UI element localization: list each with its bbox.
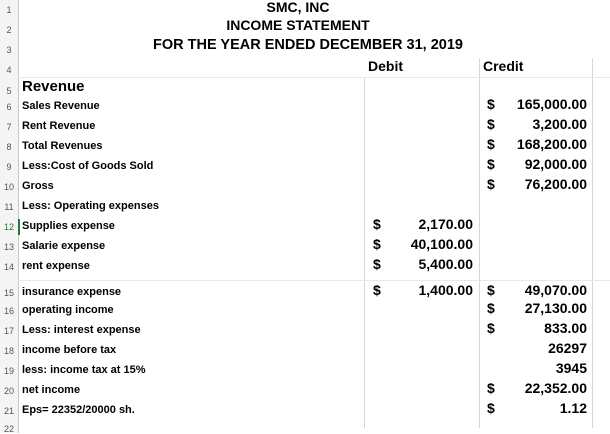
row-number[interactable]: 11 [4,202,14,212]
row-label-supplies-expense[interactable]: Supplies expense [22,220,115,232]
credit-column-header: Credit [483,58,524,74]
debit-currency-symbol: $ [373,282,381,298]
credit-amount[interactable]: 27,130.00 [524,300,587,316]
debit-column-left-border [364,78,365,428]
debit-column-header: Debit [368,58,403,74]
row-label-less-income-tax-at-15[interactable]: less: income tax at 15% [22,364,146,376]
row-number[interactable]: 12 [0,222,18,232]
row-label-eps-22352-20000-sh[interactable]: Eps= 22352/20000 sh. [22,404,135,416]
debit-amount[interactable]: 40,100.00 [410,236,473,252]
row-number[interactable]: 22 [3,424,14,434]
row-number[interactable]: 19 [3,366,14,376]
row-label-less-cost-of-goods-sold[interactable]: Less:Cost of Goods Sold [22,160,154,172]
row-label-salarie-expense[interactable]: Salarie expense [22,240,106,252]
credit-currency-symbol: $ [487,176,495,192]
credit-column-left-border [479,58,480,428]
credit-amount[interactable]: 22,352.00 [524,380,587,396]
credit-amount[interactable]: 3945 [555,360,587,376]
row-number[interactable]: 4 [6,65,12,75]
debit-currency-symbol: $ [373,216,381,232]
row-label-insurance-expense[interactable]: insurance expense [22,286,122,298]
credit-currency-symbol: $ [487,282,495,298]
credit-currency-symbol: $ [487,320,495,336]
row-label-net-income[interactable]: net income [22,384,81,396]
row-number[interactable]: 15 [3,288,14,298]
credit-amount[interactable]: 49,070.00 [524,282,587,298]
row-label-sales-revenue[interactable]: Sales Revenue [22,100,100,112]
row-number[interactable]: 6 [6,102,12,112]
row-number[interactable]: 21 [3,406,14,416]
credit-amount[interactable]: 26297 [548,340,587,356]
statement-title: INCOME STATEMENT [226,17,370,33]
company-name: SMC, INC [266,0,330,15]
credit-amount[interactable]: 1.12 [559,400,587,416]
row-number[interactable]: 1 [6,5,12,15]
debit-amount[interactable]: 1,400.00 [418,282,473,298]
row-label-rent-expense[interactable]: rent expense [22,260,90,272]
row-label-less-operating-expenses[interactable]: Less: Operating expenses [22,200,159,212]
credit-currency-symbol: $ [487,400,495,416]
row-number[interactable]: 20 [3,386,14,396]
row-number[interactable]: 8 [6,142,12,152]
credit-amount[interactable]: 76,200.00 [524,176,587,192]
credit-currency-symbol: $ [487,96,495,112]
debit-currency-symbol: $ [373,256,381,272]
row-label-operating-income[interactable]: operating income [22,304,114,316]
row-label-income-before-tax[interactable]: income before tax [22,344,117,356]
credit-column-right-border [592,58,593,428]
gridline [18,77,610,78]
credit-amount[interactable]: 165,000.00 [516,96,587,112]
row-number[interactable]: 10 [3,182,14,192]
credit-currency-symbol: $ [487,300,495,316]
statement-period: FOR THE YEAR ENDED DECEMBER 31, 2019 [153,37,463,53]
row-number[interactable]: 16 [3,306,14,316]
row-label-total-revenues[interactable]: Total Revenues [22,140,103,152]
row-number[interactable]: 2 [6,25,12,35]
row-number[interactable]: 7 [6,122,12,132]
credit-currency-symbol: $ [487,380,495,396]
row-number[interactable]: 13 [3,242,14,252]
gridline [18,280,610,281]
row-number[interactable]: 5 [6,86,12,96]
row-number[interactable]: 18 [3,346,14,356]
revenue-section-heading: Revenue [22,78,85,95]
row-label-less-interest-expense[interactable]: Less: interest expense [22,324,141,336]
row-number[interactable]: 17 [3,326,14,336]
credit-currency-symbol: $ [487,136,495,152]
credit-currency-symbol: $ [487,116,495,132]
credit-amount[interactable]: 3,200.00 [532,116,587,132]
debit-amount[interactable]: 2,170.00 [418,216,473,232]
row-number[interactable]: 3 [6,45,12,55]
credit-amount[interactable]: 92,000.00 [524,156,587,172]
debit-currency-symbol: $ [373,236,381,252]
credit-currency-symbol: $ [487,156,495,172]
debit-amount[interactable]: 5,400.00 [418,256,473,272]
credit-amount[interactable]: 833.00 [544,320,587,336]
row-number[interactable]: 14 [3,262,14,272]
row-label-gross[interactable]: Gross [22,180,54,192]
row-label-rent-revenue[interactable]: Rent Revenue [22,120,96,132]
credit-amount[interactable]: 168,200.00 [516,136,587,152]
row-number[interactable]: 9 [6,162,12,172]
